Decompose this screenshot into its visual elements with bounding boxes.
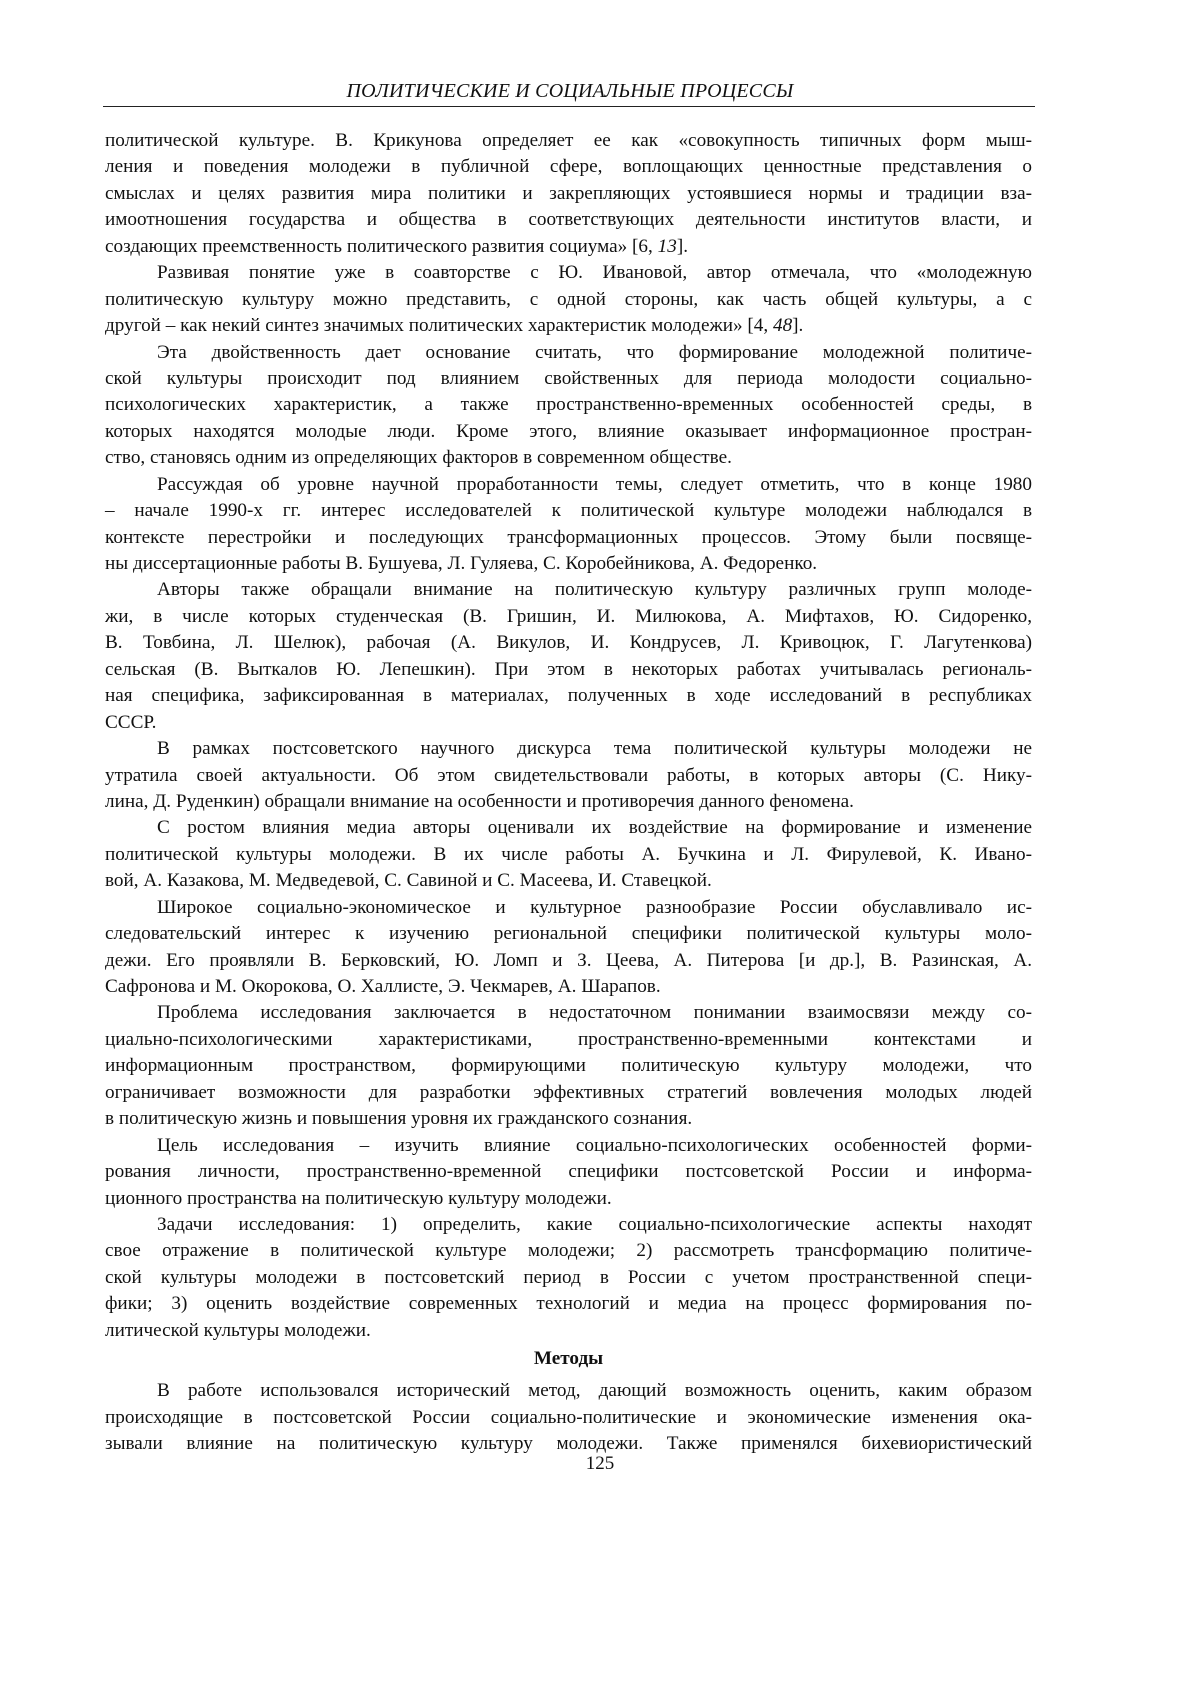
text-line: политическую культуру можно представить, с одной стороны, как часть общей культуры, а с <box>105 288 1032 310</box>
paragraph <box>105 736 1032 815</box>
text-line: Авторы также обращали внимание на политическую культуру различных групп молоде- <box>157 579 1032 601</box>
text-line: политической культуры молодежи. В их числе работы А. Бучкина и Л. Фирулевой, К. Ивано- <box>105 843 1032 865</box>
text-line: Эта двойственность дает основание считать, что формирование молодежной политиче- <box>157 341 1032 363</box>
citation-page-italic: 13 <box>657 235 677 257</box>
text-line: смыслах и целях развития мира политики и закрепляющих устоявшиеся нормы и традиции вза- <box>105 182 1032 204</box>
text-line: ционного пространства на политическую культуру молодежи. <box>105 1187 612 1209</box>
text-line: рования личности, пространственно-временной специфики постсоветской России и информа- <box>105 1161 1032 1183</box>
text-line: В работе использовался исторический метод, дающий возможность оценить, каким образом <box>157 1380 1032 1402</box>
text-line: Сафронова и М. Окорокова, О. Халлисте, Э. Чекмарев, А. Шарапов. <box>105 976 661 997</box>
text-line: ской культуры происходит под влиянием свойственных для периода молодости социально- <box>105 367 1032 389</box>
text-segment: другой – как некий синтез значимых политических характеристик молодежи» [4, <box>105 315 773 337</box>
paragraph <box>105 895 1032 1001</box>
text-segment: создающих преемственность политического развития социума» [6, <box>105 235 658 257</box>
paragraph <box>105 815 1032 894</box>
text-line: ная специфика, зафиксированная в материалах, полученных в ходе исследований в республиках <box>105 685 1032 707</box>
text-line: лина, Д. Руденкин) обращали внимание на особенности и противоречия данного феномена. <box>105 790 854 812</box>
text-line: – начале 1990-х гг. интерес исследователей к политической культуре молодежи наблюдался в <box>105 500 1032 522</box>
text-line: циально-психологическими характеристиками, пространственно-временными контекстами и <box>105 1028 1032 1050</box>
paragraph <box>105 260 1032 339</box>
text-line: в политическую жизнь и повышения уровня их гражданского сознания. <box>105 1108 693 1130</box>
text-line: свое отражение в политической культуре молодежи; 2) рассмотреть трансформацию политиче- <box>105 1240 1032 1262</box>
text-line: политической культуре. В. Крикунова определяет ее как «совокупность типичных форм мыш- <box>105 130 1032 151</box>
text-line: сельская (В. Выткалов Ю. Лепешкин). При этом в некоторых работах учитывалась региональ- <box>105 658 1032 680</box>
text-line: ской культуры молодежи в постсоветский период в России с учетом пространственной специ- <box>105 1266 1032 1288</box>
text-line: литической культуры молодежи. <box>105 1319 371 1341</box>
paragraph <box>105 1133 1032 1212</box>
text-line: Рассуждая об уровне научной проработанности темы, следует отметить, что в конце 1980 <box>157 473 1032 495</box>
text-line: дежи. Его проявляли В. Берковский, Ю. Ломп и З. Цеева, А. Питерова [и др.], В. Разинская, А. <box>105 949 1032 971</box>
article-body <box>105 128 1032 1457</box>
paragraph <box>105 1000 1032 1132</box>
page-number: 125 <box>585 1453 615 1474</box>
text-line: которых находятся молодые люди. Кроме этого, влияние оказывает информационное простран- <box>105 420 1032 442</box>
text-line: зывали влияние на политическую культуру молодежи. Также применялся бихевиористический <box>105 1433 1032 1454</box>
text-line: ограничивает возможности для разработки эффективных стратегий вовлечения молодых людей <box>105 1081 1032 1103</box>
text-line: следовательский интерес к изучению региональной специфики политической культуры моло- <box>105 923 1032 945</box>
text-line: фики; 3) оценить воздействие современных технологий и медиа на процесс формирования по- <box>105 1293 1032 1315</box>
text-line: ство, становясь одним из определяющих факторов в современном обществе. <box>105 447 732 469</box>
text-line: психологических характеристик, а также пространственно-временных особенностей среды, в <box>105 394 1032 416</box>
section-heading: Методы <box>533 1348 604 1370</box>
text-line: жи, в числе которых студенческая (В. Гришин, И. Милюкова, А. Мифтахов, Ю. Сидоренко, <box>105 605 1032 627</box>
text-line: Задачи исследования: 1) определить, какие социально-психологические аспекты находят <box>157 1213 1032 1235</box>
paragraph <box>105 1378 1032 1457</box>
text-line: утратила своей актуальности. Об этом свидетельствовали работы, в которых авторы (С. Нику- <box>105 764 1032 786</box>
text-segment: ]. <box>792 315 804 337</box>
text-line: Широкое социально-экономическое и культурное разнообразие России обуславливало ис- <box>157 896 1032 918</box>
text-segment: ]. <box>676 235 688 257</box>
text-line: вой, А. Казакова, М. Медведевой, С. Савиной и С. Масеева, И. Ставецкой. <box>105 870 712 892</box>
text-line: Цель исследования – изучить влияние социально-психологических особенностей форми- <box>157 1134 1032 1156</box>
paragraph <box>105 340 1032 472</box>
running-header: ПОЛИТИЧЕСКИЕ И СОЦИАЛЬНЫЕ ПРОЦЕССЫ <box>346 80 794 102</box>
text-line: информационным пространством, формирующими политическую культуру молодежи, что <box>105 1055 1032 1077</box>
text-line <box>105 234 1032 260</box>
text-line: Развивая понятие уже в соавторстве с Ю. Ивановой, автор отмечала, что «молодежную <box>157 262 1032 284</box>
header-divider <box>103 106 1035 107</box>
paragraph <box>105 1212 1032 1344</box>
text-line: ления и поведения молодежи в публичной сфере, воплощающих ценностные представления о <box>105 156 1032 178</box>
text-line: В рамках постсоветского научного дискурса тема политической культуры молодежи не <box>157 738 1032 760</box>
text-line: Проблема исследования заключается в недостаточном понимании взаимосвязи между со- <box>157 1002 1032 1024</box>
citation-page-italic: 48 <box>772 315 793 337</box>
paragraph <box>105 577 1032 736</box>
text-line: контексте перестройки и последующих трансформационных процессов. Этому были посвяще- <box>105 526 1032 548</box>
paragraph <box>105 472 1032 578</box>
text-line: В. Товбина, Л. Шелюк), рабочая (А. Викулов, И. Кондрусев, Л. Кривоцюк, Г. Лагутенкова) <box>105 632 1032 654</box>
text-line <box>105 313 1032 339</box>
text-line: происходящие в постсоветской России социально-политические и экономические изменения ока- <box>105 1406 1032 1428</box>
text-line: ны диссертационные работы В. Бушуева, Л. Гуляева, С. Коробейникова, А. Федоренко. <box>105 553 818 574</box>
paragraph <box>105 128 1032 260</box>
text-line: имоотношения государства и общества в соответствующих деятельности институтов власти, и <box>105 209 1032 231</box>
text-line: С ростом влияния медиа авторы оценивали их воздействие на формирование и изменение <box>157 817 1032 839</box>
text-line: СССР. <box>105 711 157 733</box>
